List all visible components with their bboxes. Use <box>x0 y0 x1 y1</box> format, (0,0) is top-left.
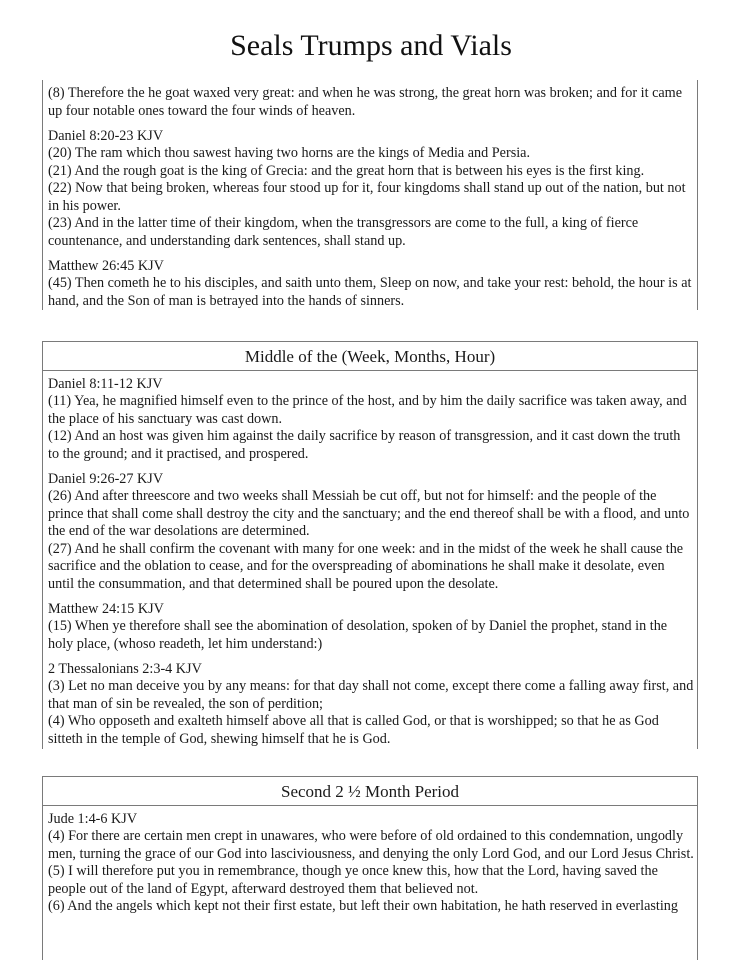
passage-ref: Jude 1:4-6 KJV <box>48 811 138 827</box>
verse: (45) Then cometh he to his disciples, and saith unto them, Sleep on now, and take your rest: behold, the hour is at hand, and the Son of man is betrayed into the hands of sinners. <box>48 275 692 309</box>
verse: (23) And in the latter time of their kingdom, when the transgressors are come to the full, a king of fierce countenance, and understanding dark sentences, shall stand up. <box>48 215 639 249</box>
verse: (12) And an host was given him against the daily sacrifice by reason of transgression, and it cast down the truth to the ground; and it practised, and prospered. <box>48 428 681 462</box>
verse: (27) And he shall confirm the covenant with many for one week: and in the midst of the week he shall cause the sacrifice and the oblation to cease, and for the overspreading of abominations he shall make it desolate, even until the consummation, and that determined shall be poured upon the desolate. <box>48 540 684 592</box>
section-2-body <box>43 375 697 748</box>
verse: (8) Therefore the he goat waxed very great: and when he was strong, the great horn was broken; and for it came up four notable ones toward the four winds of heaven. <box>48 85 682 119</box>
verse: (15) When ye therefore shall see the abomination of desolation, spoken of by Daniel the prophet, stand in the holy place, (whoso readeth, let him understand:) <box>48 618 668 652</box>
verse: (22) Now that being broken, whereas four stood up for it, four kingdoms shall stand up out of the nation, but not in his power. <box>48 180 686 214</box>
section-1-body <box>43 85 697 310</box>
verse: (26) And after threescore and two weeks shall Messiah be cut off, but not for himself: and the people of the prince that shall come shall destroy the city and the sanctuary; and the end thereof shall be with a flood, and unto the end of the war desolations are determined. <box>48 488 690 539</box>
page-title: Seals Trumps and Vials <box>230 29 512 62</box>
verse: (5) I will therefore put you in remembrance, though ye once knew this, how that the Lord, having saved the people out of the land of Egypt, afterward destroyed them that believed not. <box>48 863 658 897</box>
section-3-body <box>43 810 697 916</box>
verse: (3) Let no man deceive you by any means: for that day shall not come, except there come a falling away first, and that man of sin be revealed, the son of perdition; <box>48 678 694 712</box>
passage-ref: Daniel 8:20-23 KJV <box>48 128 164 144</box>
passage-ref: Matthew 26:45 KJV <box>48 258 164 274</box>
verse: (20) The ram which thou sawest having two horns are the kings of Media and Persia. <box>48 145 531 161</box>
passage-ref: Daniel 8:11-12 KJV <box>48 376 163 392</box>
section-2-panel <box>42 341 698 749</box>
section-3-panel <box>42 776 698 960</box>
verse: (4) For there are certain men crept in unawares, who were before of old ordained to this condemnation, ungodly men, turning the grace of our God into lasciviousness, and denying the only Lord God, and our Lord Jesus Christ. <box>48 828 694 862</box>
section-heading: Middle of the (Week, Months, Hour) <box>43 342 697 371</box>
verse: (4) Who opposeth and exalteth himself above all that is called God, or that is worshipped; so that he as God sitteth in the temple of God, shewing himself that he is God. <box>48 713 659 747</box>
passage-ref: 2 Thessalonians 2:3-4 KJV <box>48 661 202 677</box>
section-1-panel <box>42 80 698 310</box>
verse: (21) And the rough goat is the king of Grecia: and the great horn that is between his eyes is the first king. <box>48 162 645 179</box>
passage-ref: Matthew 24:15 KJV <box>48 601 164 617</box>
section-heading: Second 2 ½ Month Period <box>43 777 697 806</box>
verse: (6) And the angels which kept not their first estate, but left their own habitation, he hath reserved in everlasting <box>48 898 678 914</box>
passage-ref: Daniel 9:26-27 KJV <box>48 471 164 487</box>
verse: (11) Yea, he magnified himself even to the prince of the host, and by him the daily sacrifice was taken away, and the place of his sanctuary was cast down. <box>48 393 687 427</box>
